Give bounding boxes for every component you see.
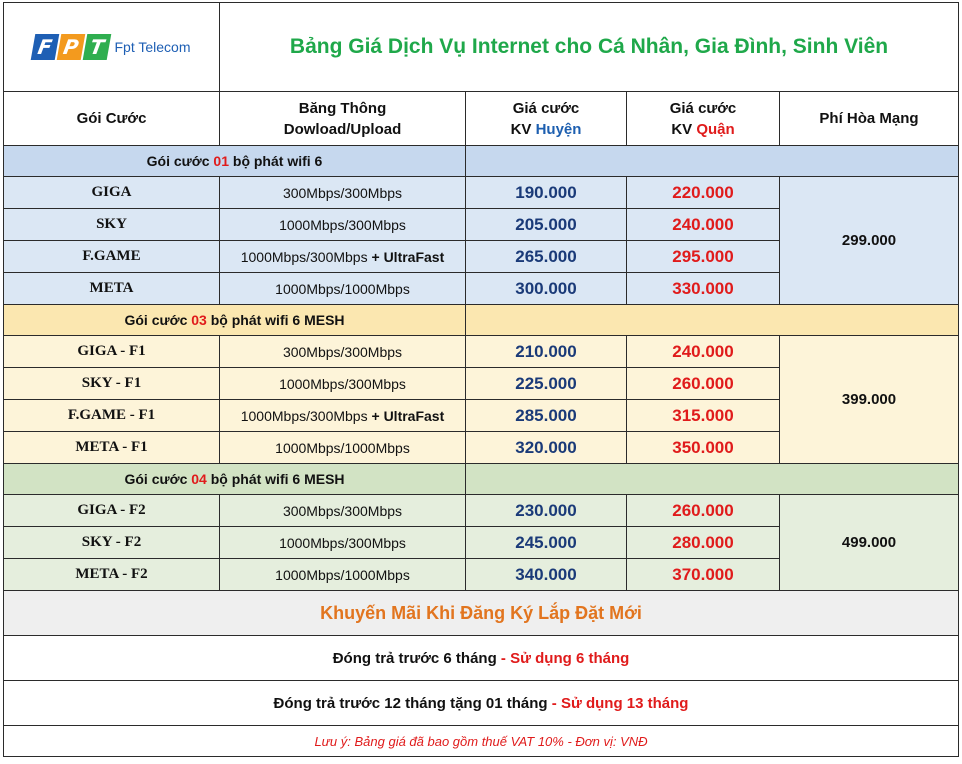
bandwidth xyxy=(220,559,466,591)
fpt-logo-mark xyxy=(33,34,109,60)
group-header-row xyxy=(4,464,959,495)
bandwidth-value: 1000Mbps/1000Mbps xyxy=(275,280,410,297)
offer-cell xyxy=(4,636,959,681)
setup-fee: 499.000 xyxy=(780,495,959,591)
offer-cell xyxy=(4,681,959,726)
package-name: GIGA - F1 xyxy=(4,336,220,368)
header-quan-line1: Giá cước xyxy=(669,99,737,117)
bandwidth-value: 1000Mbps/300Mbps xyxy=(240,248,368,265)
fpt-logo xyxy=(33,34,191,60)
header-quan-kv: KV xyxy=(671,120,697,138)
group-header-blank xyxy=(466,305,959,336)
header-huyen-kv: KV xyxy=(510,120,536,138)
price-huyen: 230.000 xyxy=(466,495,627,527)
offer-separator: - xyxy=(547,694,561,712)
header-bandwidth-line2: Dowload/Upload xyxy=(283,120,402,138)
price-huyen: 340.000 xyxy=(466,559,627,591)
header-huyen xyxy=(466,92,627,146)
logo-letter-p: P xyxy=(56,34,85,60)
header-quan-area: Quận xyxy=(696,120,735,138)
package-name: GIGA xyxy=(4,177,220,209)
offer-use: Sử dụng 6 tháng xyxy=(510,649,630,667)
bandwidth xyxy=(220,177,466,209)
offer-pay: Đóng trả trước 12 tháng tặng 01 tháng xyxy=(273,694,548,712)
bandwidth xyxy=(220,400,466,432)
offer-use: Sử dụng 13 tháng xyxy=(560,694,689,712)
package-name: META - F1 xyxy=(4,432,220,464)
header-huyen-area: Huyện xyxy=(535,120,582,138)
group-header-row xyxy=(4,305,959,336)
table-row xyxy=(4,495,959,527)
bandwidth-value: 1000Mbps/300Mbps xyxy=(279,534,406,551)
bandwidth-extra: + UltraFast xyxy=(367,248,445,265)
package-name: F.GAME - F1 xyxy=(4,400,220,432)
package-name: SKY - F1 xyxy=(4,368,220,400)
bandwidth-value: 300Mbps/300Mbps xyxy=(282,184,403,201)
group-title-suffix: bộ phát wifi 6 xyxy=(229,153,323,169)
logo-cell xyxy=(4,3,220,92)
group-title-number: 01 xyxy=(213,153,229,169)
setup-fee: 399.000 xyxy=(780,336,959,464)
offer-separator: - xyxy=(496,649,511,667)
price-huyen: 205.000 xyxy=(466,209,627,241)
price-table xyxy=(3,2,959,757)
offer-row xyxy=(4,681,959,726)
price-quan: 295.000 xyxy=(627,241,780,273)
price-quan: 260.000 xyxy=(627,368,780,400)
group-title xyxy=(4,464,466,495)
logo-letter-t: T xyxy=(82,34,111,60)
bandwidth-value: 1000Mbps/1000Mbps xyxy=(275,439,410,456)
price-huyen: 320.000 xyxy=(466,432,627,464)
setup-fee: 299.000 xyxy=(780,177,959,305)
bandwidth xyxy=(220,273,466,305)
logo-name: Fpt Telecom xyxy=(114,39,191,55)
price-huyen: 265.000 xyxy=(466,241,627,273)
package-name: META - F2 xyxy=(4,559,220,591)
promo-row xyxy=(4,591,959,636)
bandwidth xyxy=(220,527,466,559)
package-name: F.GAME xyxy=(4,241,220,273)
bandwidth xyxy=(220,241,466,273)
header-bandwidth-line1: Băng Thông xyxy=(298,99,387,117)
price-huyen: 190.000 xyxy=(466,177,627,209)
group-title-number: 03 xyxy=(191,312,207,328)
header-quan xyxy=(627,92,780,146)
header-package: Gói Cước xyxy=(4,92,220,146)
group-header-row xyxy=(4,146,959,177)
note-row xyxy=(4,726,959,757)
promo-title: Khuyến Mãi Khi Đăng Ký Lắp Đặt Mới xyxy=(4,591,959,636)
group-title-suffix: bộ phát wifi 6 MESH xyxy=(206,471,345,487)
bandwidth-value: 1000Mbps/1000Mbps xyxy=(275,566,410,583)
header-row xyxy=(4,92,959,146)
group-title-prefix: Gói cước xyxy=(124,471,192,487)
group-title-suffix: bộ phát wifi 6 MESH xyxy=(206,312,345,328)
price-quan: 330.000 xyxy=(627,273,780,305)
price-quan: 280.000 xyxy=(627,527,780,559)
offer-pay: Đóng trả trước 6 tháng xyxy=(332,649,497,667)
bandwidth xyxy=(220,336,466,368)
price-huyen: 225.000 xyxy=(466,368,627,400)
group-title-prefix: Gói cước xyxy=(146,153,214,169)
bandwidth-value: 300Mbps/300Mbps xyxy=(282,343,403,360)
package-name: META xyxy=(4,273,220,305)
header-bandwidth xyxy=(220,92,466,146)
price-quan: 370.000 xyxy=(627,559,780,591)
price-huyen: 300.000 xyxy=(466,273,627,305)
price-quan: 315.000 xyxy=(627,400,780,432)
group-title xyxy=(4,305,466,336)
header-huyen-line1: Giá cước xyxy=(512,99,580,117)
page-title: Bảng Giá Dịch Vụ Internet cho Cá Nhân, Gia Đình, Sinh Viên xyxy=(220,3,959,92)
offer-row xyxy=(4,636,959,681)
price-quan: 240.000 xyxy=(627,209,780,241)
bandwidth-value: 300Mbps/300Mbps xyxy=(282,502,403,519)
table-row xyxy=(4,336,959,368)
package-name: SKY xyxy=(4,209,220,241)
bandwidth-value: 1000Mbps/300Mbps xyxy=(279,216,406,233)
group-header-blank xyxy=(466,146,959,177)
bandwidth-value: 1000Mbps/300Mbps xyxy=(279,375,406,392)
price-huyen: 245.000 xyxy=(466,527,627,559)
bandwidth xyxy=(220,209,466,241)
price-quan: 350.000 xyxy=(627,432,780,464)
group-header-blank xyxy=(466,464,959,495)
bandwidth xyxy=(220,495,466,527)
price-huyen: 285.000 xyxy=(466,400,627,432)
logo-letter-f: F xyxy=(30,34,59,60)
price-huyen: 210.000 xyxy=(466,336,627,368)
group-title xyxy=(4,146,466,177)
price-quan: 260.000 xyxy=(627,495,780,527)
note-text: Lưu ý: Bảng giá đã bao gồm thuế VAT 10% - Đơn vị: VNĐ xyxy=(4,726,959,757)
package-name: GIGA - F2 xyxy=(4,495,220,527)
package-name: SKY - F2 xyxy=(4,527,220,559)
price-quan: 240.000 xyxy=(627,336,780,368)
bandwidth-extra: + UltraFast xyxy=(367,407,445,424)
header-fee: Phí Hòa Mạng xyxy=(780,92,959,146)
price-quan: 220.000 xyxy=(627,177,780,209)
bandwidth xyxy=(220,368,466,400)
table-row xyxy=(4,177,959,209)
bandwidth xyxy=(220,432,466,464)
bandwidth-value: 1000Mbps/300Mbps xyxy=(240,407,368,424)
group-title-prefix: Gói cước xyxy=(124,312,192,328)
group-title-number: 04 xyxy=(191,471,207,487)
